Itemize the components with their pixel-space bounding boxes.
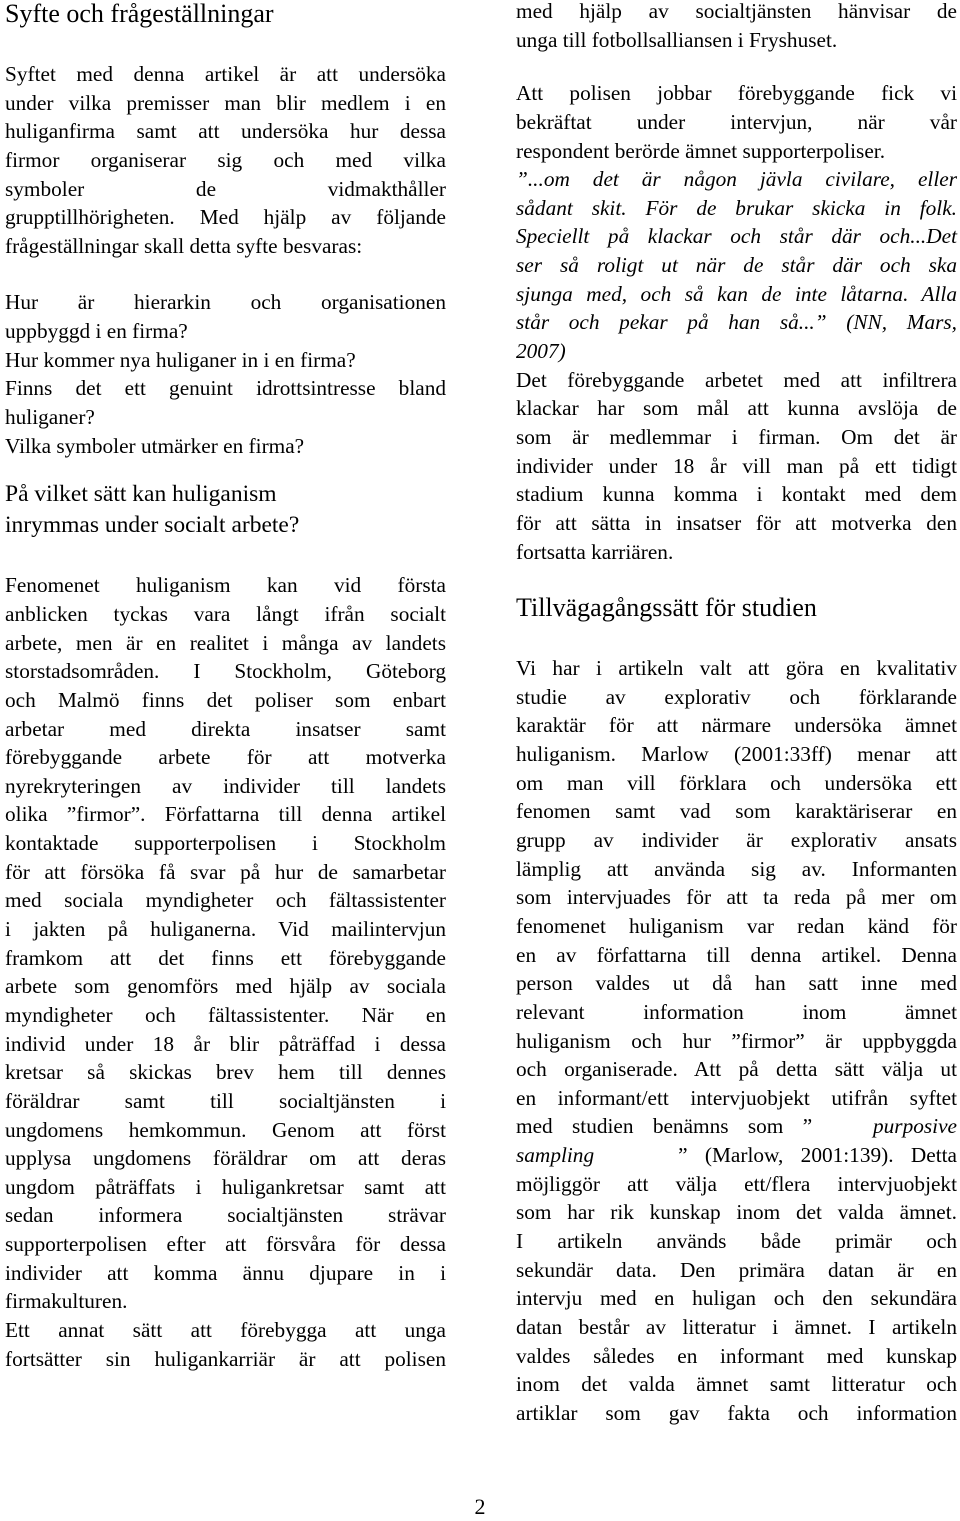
text-line: individer under 18 år vill man på ett tidigt xyxy=(516,453,957,478)
text-line: Vi har i artikeln valt att göra en kvalitativ xyxy=(516,656,957,681)
text-line: under vilka premisser man blir medlem i en xyxy=(5,90,446,115)
left-column xyxy=(5,0,446,1373)
text-line: studie av explorativ och förklarande xyxy=(516,684,957,709)
text-line: person valdes ut då han satt inne med xyxy=(516,971,957,996)
text-line: karaktär för att närmare undersöka ämnet xyxy=(516,713,957,738)
text-line: respondent berörde ämnet supporterpoliser. xyxy=(516,138,886,163)
text-line: lämplig att använda sig av. Informanten xyxy=(516,856,957,881)
text-line: Att polisen jobbar förebyggande fick vi xyxy=(516,81,957,106)
text-line: intervju med en huligan och den sekundära xyxy=(516,1286,957,1311)
section-heading-purpose: Syfte och frågeställningar xyxy=(5,0,274,28)
text-line: sekundär data. Den primära datan är en xyxy=(516,1257,957,1282)
text-line: som är medlemmar i firman. Om det är xyxy=(516,424,957,449)
text-line: individ under 18 år blir påträffad i dessa xyxy=(5,1031,446,1056)
interview-quote xyxy=(516,165,957,365)
method-paragraph xyxy=(516,654,957,1427)
text-line: och organiserade. Att på detta sätt välja ut xyxy=(516,1057,957,1082)
text-line: förebyggande arbete för att motverka xyxy=(5,745,446,770)
subheading-social-work xyxy=(5,479,446,541)
term-sampling: sampling xyxy=(516,1143,595,1168)
text-line: stadium kunna komma i kontakt med dem xyxy=(516,482,957,507)
text-line: fortsätter sin huligankarriär är att polisen xyxy=(5,1346,446,1371)
text-line: fenomen samt vad som karaktäriserar en xyxy=(516,799,957,824)
text-line: symboler de vidmakthåller xyxy=(5,176,446,201)
text-line: en av författarna till denna artikel. Denna xyxy=(516,942,957,967)
text-line: huliganism och hur ”firmor” är uppbyggda xyxy=(516,1028,957,1053)
text-line: som har rik kunskap inom det valda ämnet. xyxy=(516,1200,957,1225)
text-line: fortsatta karriären. xyxy=(516,539,674,564)
quote-line: ser så roligt ut när de står där och ska xyxy=(516,253,957,278)
police-paragraph xyxy=(516,79,957,165)
text-line: valdes således en informant med kunskap xyxy=(516,1343,957,1368)
text-line: arbete, men är en realitet i många av landets xyxy=(5,630,446,655)
research-questions xyxy=(5,288,446,460)
text-line: Fenomenet huliganism kan vid första xyxy=(5,573,446,598)
right-column xyxy=(516,0,957,1427)
text-line: grupp av individer är explorativ ansats xyxy=(516,828,957,853)
text-line: upplysa ungdomens föräldrar om att deras xyxy=(5,1146,446,1171)
text-line: artiklar som gav fakta och information xyxy=(516,1400,957,1425)
term-purposive: purposive xyxy=(873,1114,957,1139)
text-segment: ” (Marlow, 2001:139). Detta xyxy=(678,1143,957,1168)
text-line: datan består av litteratur i ämnet. I artikeln xyxy=(516,1314,957,1339)
subheading-line: inrymmas under socialt arbete? xyxy=(5,512,300,539)
quote-line: sådant skit. För de brukar skicka in folk. xyxy=(516,195,957,220)
text-line: myndigheter och fältassistenter. När en xyxy=(5,1002,446,1027)
quote-line: Speciellt på klackar och står där och...Det xyxy=(516,224,957,249)
text-line xyxy=(516,1141,957,1170)
text-line: anblicken tyckas vara långt ifrån socialt xyxy=(5,601,446,626)
text-line: kontaktade supporterpolisen i Stockholm xyxy=(5,831,446,856)
text-line: inom det valda ämnet samt litteratur och xyxy=(516,1372,957,1397)
question-line: huliganer? xyxy=(5,405,95,430)
continued-paragraph xyxy=(516,0,957,54)
text-line: ungdom påträffats i huligankretsar samt att xyxy=(5,1174,446,1199)
text-line: I artikeln används både primär och xyxy=(516,1228,957,1253)
text-line: som intervjuades för att ta reda på mer om xyxy=(516,885,957,910)
subheading-line: På vilket sätt kan huliganism xyxy=(5,481,277,508)
text-line: supporterpolisen efter att försvåra för dessa xyxy=(5,1232,446,1257)
question-line: Hur kommer nya huliganer in i en firma? xyxy=(5,347,356,372)
text-line: kretsar så skickas brev hem till dennes xyxy=(5,1060,446,1085)
text-line: klackar har som mål att kunna avslöja de xyxy=(516,396,957,421)
body-paragraph xyxy=(5,571,446,1373)
quote-line: står och pekar på han så...” (NN, Mars, xyxy=(516,310,957,335)
text-line: en informant/ett intervjuobjekt utifrån syftet xyxy=(516,1085,957,1110)
text-line: om man vill förklara och undersöka ett xyxy=(516,770,957,795)
text-line: nyrekryteringen av individer till landets xyxy=(5,773,446,798)
text-segment: med studien benämns som ” xyxy=(516,1114,813,1139)
question-line: Finns det ett genuint idrottsintresse bland xyxy=(5,376,446,401)
text-line: huliganism. Marlow (2001:33ff) menar att xyxy=(516,742,957,767)
text-line: med hjälp av socialtjänsten hänvisar de xyxy=(516,0,957,23)
text-line: framkom att det finns ett förebyggande xyxy=(5,945,446,970)
text-line: föräldrar samt till socialtjänsten i xyxy=(5,1088,446,1113)
text-line: frågeställningar skall detta syfte besvaras: xyxy=(5,233,363,258)
text-line: relevant information inom ämnet xyxy=(516,999,957,1024)
text-line: firmor organiserar sig och med vilka xyxy=(5,147,446,172)
question-line: uppbyggd i en firma? xyxy=(5,319,188,344)
text-line: möjliggör att välja ett/flera intervjuobjekt xyxy=(516,1171,957,1196)
text-line: Det förebyggande arbetet med att infiltrera xyxy=(516,367,957,392)
question-line: Vilka symboler utmärker en firma? xyxy=(5,433,305,458)
text-line: olika ”firmor”. Författarna till denna artikel xyxy=(5,802,446,827)
quote-line: sjunga med, och så kan de inte låtarna. Alla xyxy=(516,281,957,306)
page-number: 2 xyxy=(474,1494,486,1519)
text-line: sedan informera socialtjänsten strävar xyxy=(5,1203,446,1228)
text-line: och Malmö finns det poliser som enbart xyxy=(5,687,446,712)
text-line: individer att komma ännu djupare in i xyxy=(5,1260,446,1285)
text-line: för att sätta in insatser för att motverka den xyxy=(516,510,957,535)
text-line: för att försöka få svar på hur de samarbetar xyxy=(5,859,446,884)
text-line: fenomenet huliganism var redan känd för xyxy=(516,913,957,938)
text-line: firmakulturen. xyxy=(5,1289,128,1314)
text-line: Ett annat sätt att förebygga att unga xyxy=(5,1317,446,1342)
text-line: arbete som genomförs med hjälp av sociala xyxy=(5,974,446,999)
text-line: storstadsområden. I Stockholm, Göteborg xyxy=(5,659,446,684)
prevention-paragraph xyxy=(516,366,957,566)
text-line xyxy=(516,1112,957,1141)
text-line: ungdomens hemkommun. Genom att först xyxy=(5,1117,446,1142)
text-line: bekräftat under intervjun, när vår xyxy=(516,109,957,134)
quote-line: 2007) xyxy=(516,339,566,364)
intro-paragraph xyxy=(5,60,446,260)
text-line: grupptillhörigheten. Med hjälp av följande xyxy=(5,205,446,230)
text-line: i jakten på huliganerna. Vid mailintervjun xyxy=(5,917,446,942)
text-line: unga till fotbollsalliansen i Fryshuset. xyxy=(516,27,838,52)
question-line: Hur är hierarkin och organisationen xyxy=(5,290,446,315)
text-line: arbetar med direkta insatser samt xyxy=(5,716,446,741)
text-line: huliganfirma samt att undersöka hur dessa xyxy=(5,119,446,144)
text-line: Syftet med denna artikel är att undersöka xyxy=(5,62,446,86)
quote-line: ”...om det är någon jävla civilare, eller xyxy=(516,167,957,192)
section-heading-method: Tillvägagångssätt för studien xyxy=(516,593,817,623)
text-line: med sociala myndigheter och fältassistenter xyxy=(5,888,446,913)
